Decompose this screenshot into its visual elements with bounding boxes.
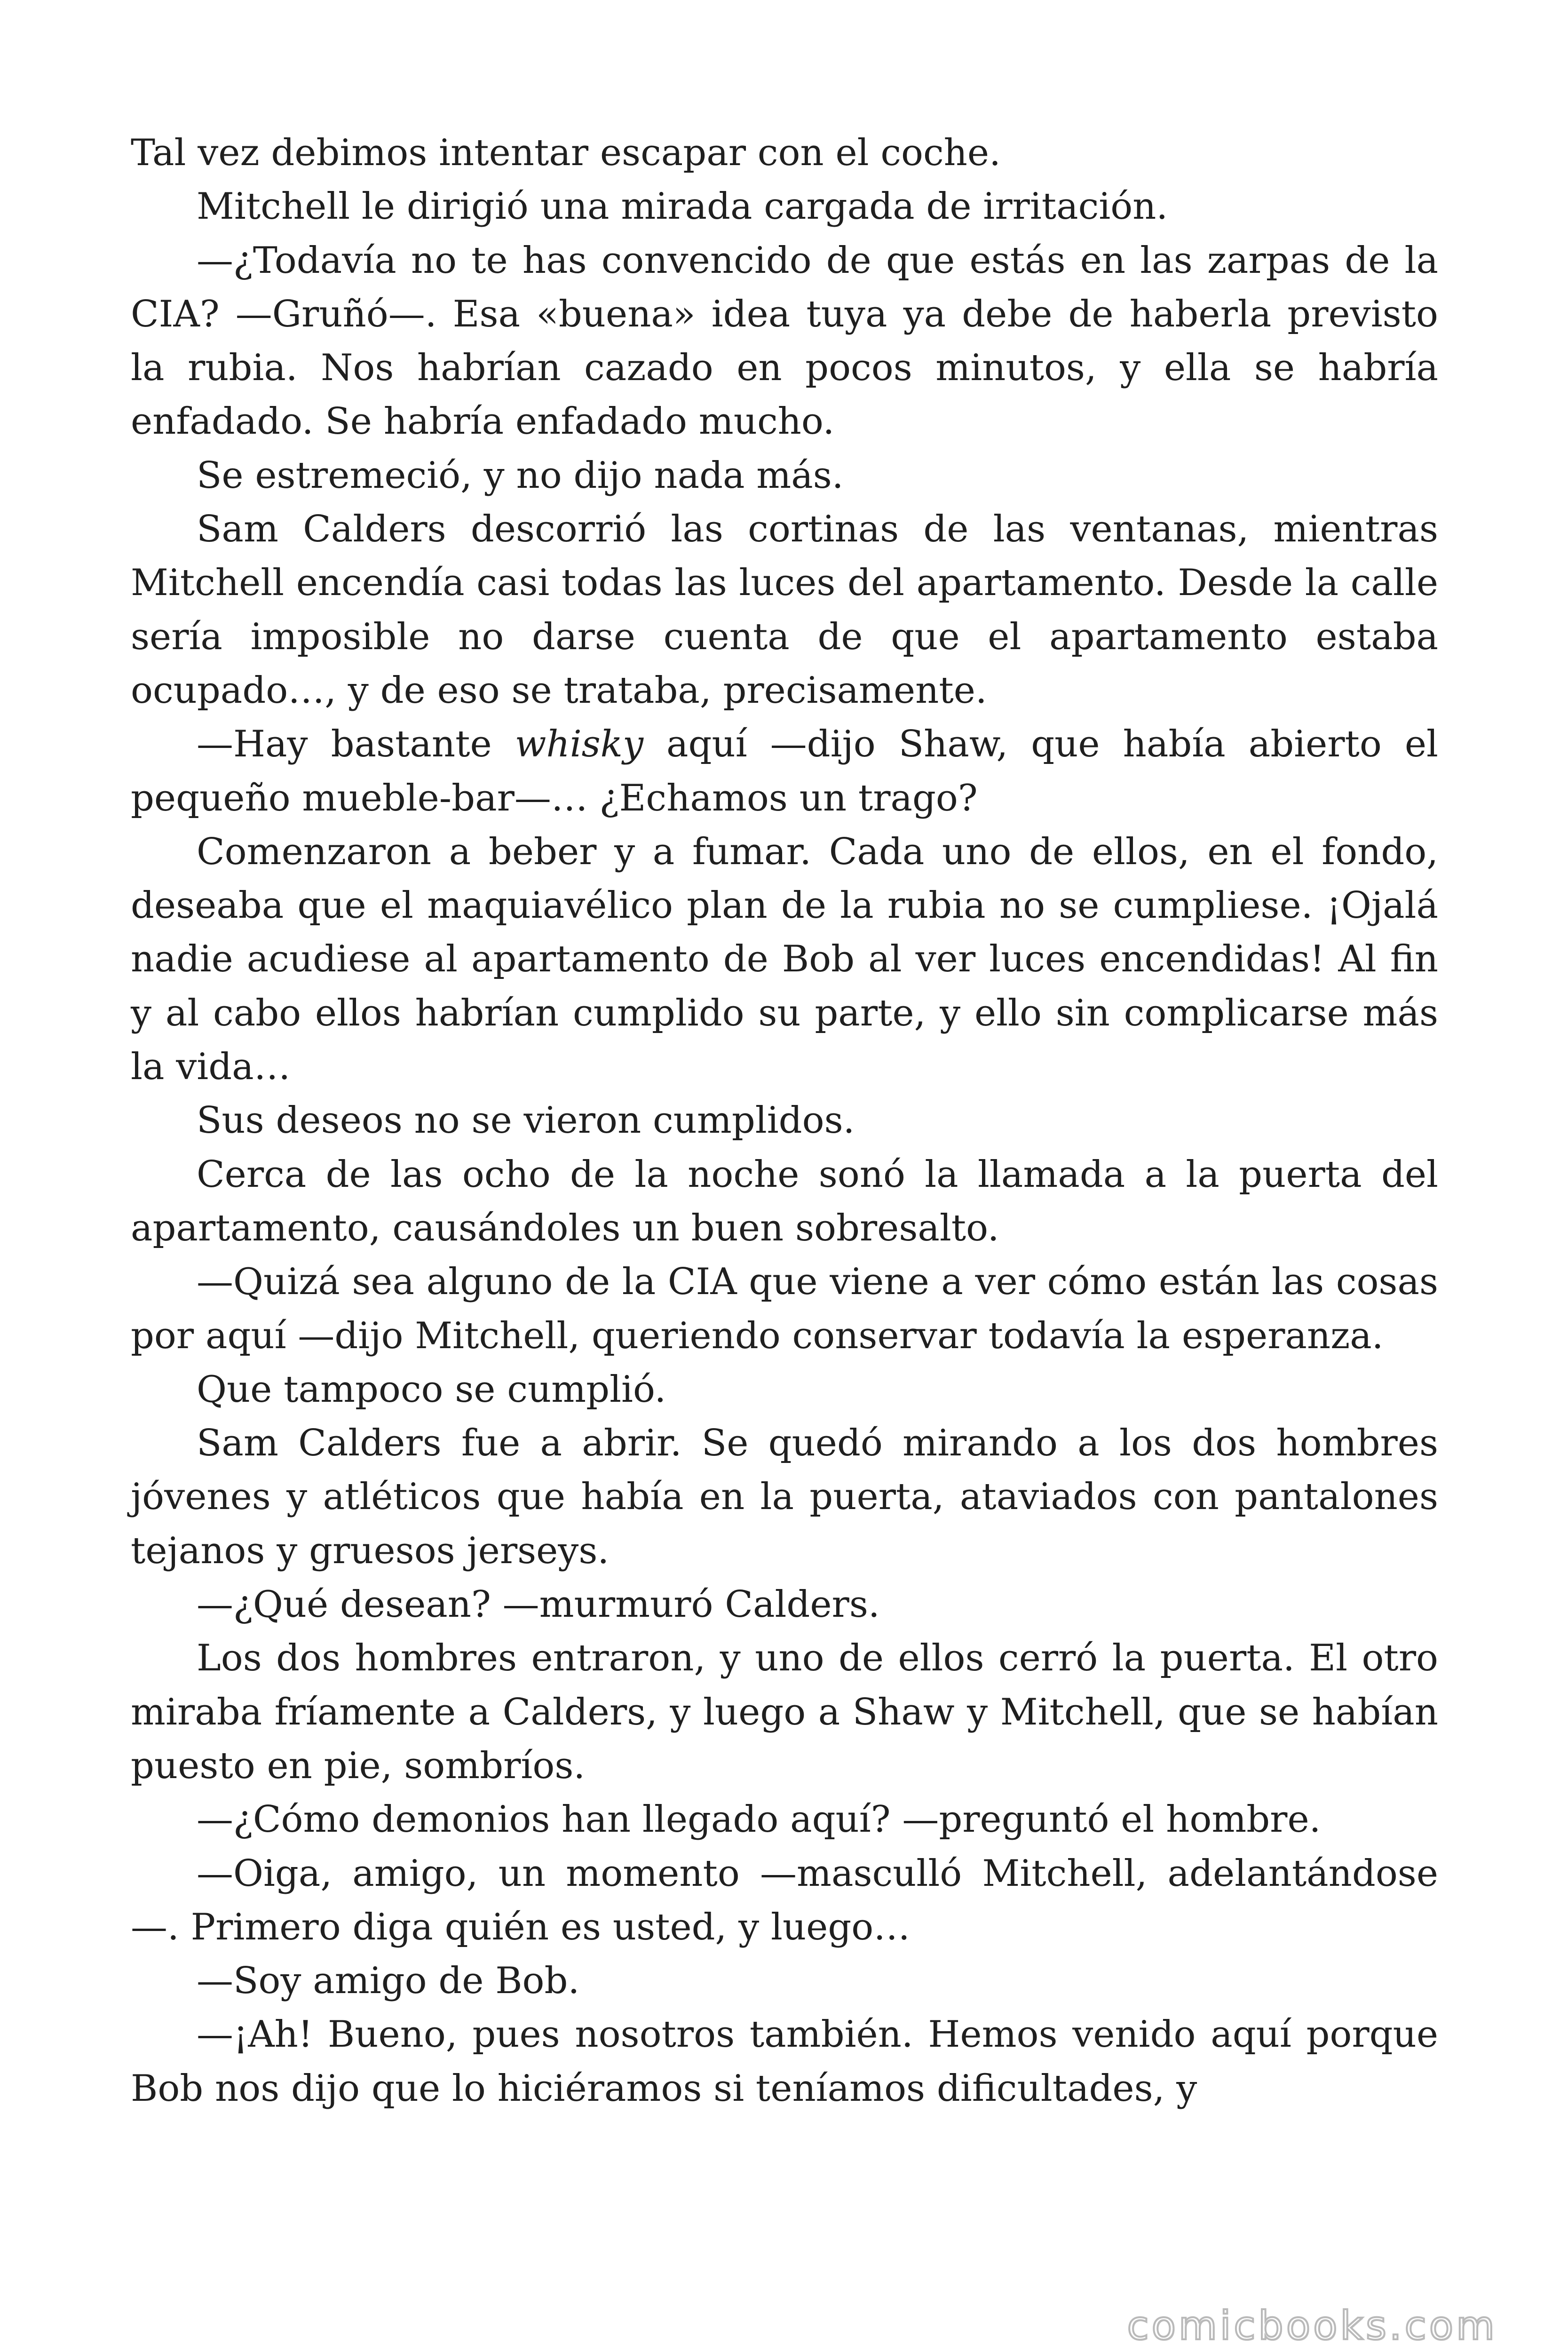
paragraph: Los dos hombres entraron, y uno de ellos cerró la puerta. El otro miraba fríamente a Calders, y luego a Shaw y Mitchell, que se habían puesto en pie, sombríos.	[131, 1637, 1438, 1787]
paragraph-with-italic	[131, 717, 1438, 825]
body-text	[131, 126, 1438, 2115]
paragraph: —¿Todavía no te has convencido de que estás en las zarpas de la CIA? —Gruñó—. Esa «buena» idea tuya ya debe de haberla previsto la rubia. Nos habrían cazado en pocos minutos, y ella se habría enfadado. Se habría enfadado mucho.	[131, 239, 1438, 443]
paragraph: —¿Cómo demonios han llegado aquí? —preguntó el hombre.	[197, 1798, 1321, 1841]
paragraph: Cerca de las ocho de la noche sonó la llamada a la puerta del apartamento, causándoles un buen sobresalto.	[131, 1153, 1438, 1249]
text-run: aquí —dijo Shaw, que había abierto el pequeño mueble-bar—… ¿Echamos un trago?	[131, 723, 1438, 819]
paragraph: Mitchell le dirigió una mirada cargada de irritación.	[197, 185, 1168, 228]
text-run: —Hay bastante	[197, 723, 515, 766]
watermark-logo: comicbooks.com	[1127, 2303, 1497, 2349]
italic-word: whisky	[515, 723, 644, 766]
paragraph: Comenzaron a beber y a fumar. Cada uno de ellos, en el fondo, deseaba que el maquiavélico plan de la rubia no se cumpliese. ¡Ojalá nadie acudiese al apartamento de Bob al ver luces encendidas! Al fin y al cabo ellos habrían cumplido su parte, y ello sin complicarse más la vida…	[131, 830, 1438, 1089]
paragraph: —Quizá sea alguno de la CIA que viene a ver cómo están las cosas por aquí —dijo Mitchell, queriendo conservar todavía la esperanza.	[131, 1261, 1438, 1357]
paragraph: Tal vez debimos intentar escapar con el coche.	[131, 132, 1001, 174]
paragraph: Sus deseos no se vieron cumplidos.	[197, 1099, 855, 1142]
paragraph: Sam Calders descorrió las cortinas de las ventanas, mientras Mitchell encendía casi todas las luces del apartamento. Desde la calle sería imposible no darse cuenta de que el apartamento estaba ocupado…, y de eso se trataba, precisamente.	[131, 508, 1438, 712]
paragraph: Sam Calders fue a abrir. Se quedó mirando a los dos hombres jóvenes y atléticos que había en la puerta, ataviados con pantalones tejanos y gruesos jerseys.	[131, 1422, 1438, 1572]
paragraph: Se estremeció, y no dijo nada más.	[197, 454, 844, 497]
paragraph: —Oiga, amigo, un momento —masculló Mitchell, adelantándose —. Primero diga quién es usted, y luego…	[131, 1852, 1438, 1948]
paragraph: —¿Qué desean? —murmuró Calders.	[197, 1583, 880, 1626]
paragraph: Que tampoco se cumplió.	[197, 1368, 666, 1411]
paragraph: —¡Ah! Bueno, pues nosotros también. Hemos venido aquí porque Bob nos dijo que lo hiciéramos si teníamos dificultades, y	[131, 2013, 1438, 2110]
paragraph: —Soy amigo de Bob.	[197, 1960, 580, 2002]
